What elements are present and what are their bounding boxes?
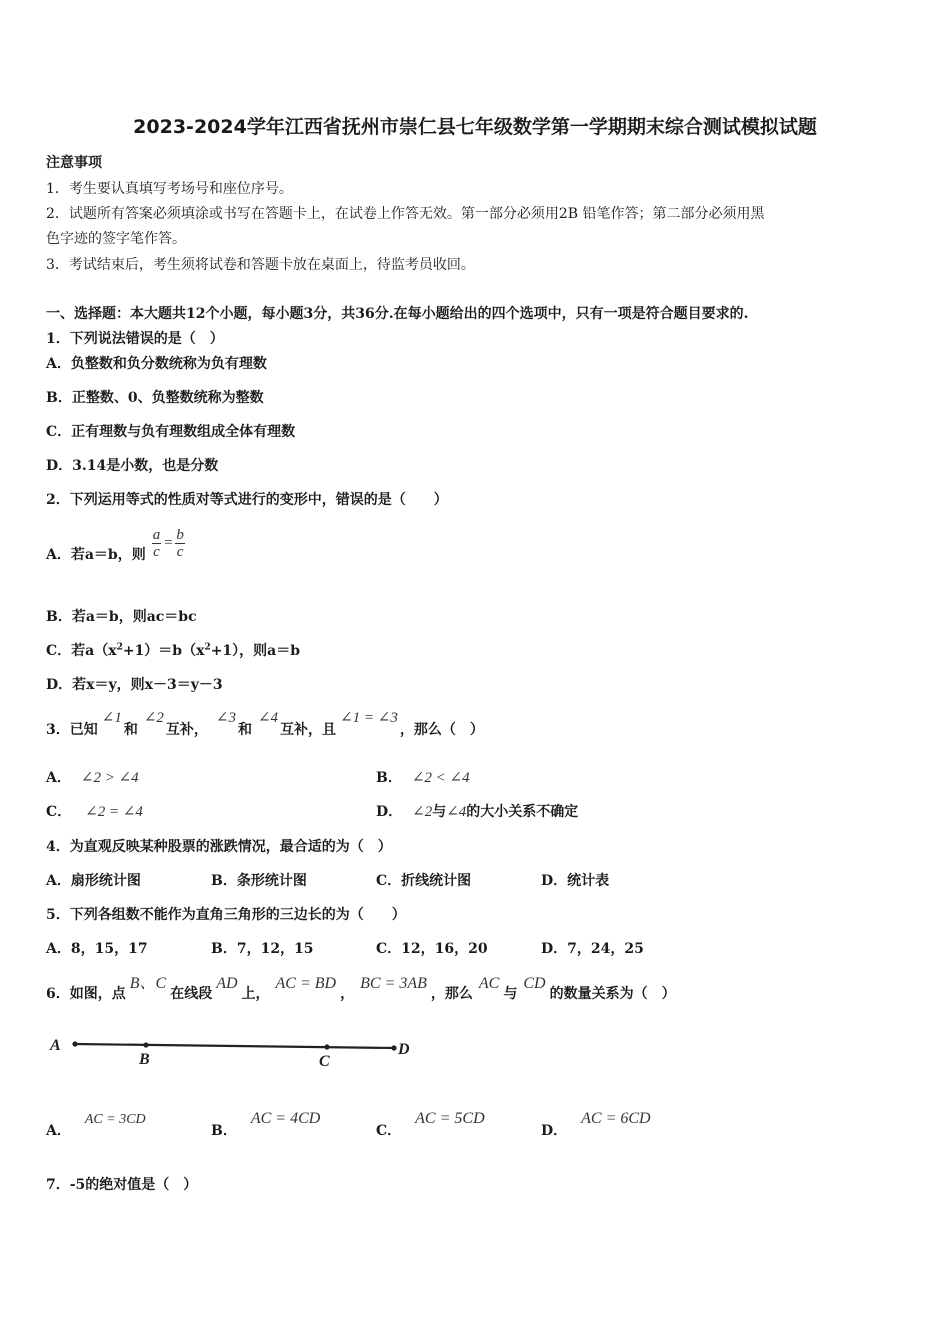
point-c-label: C xyxy=(319,1053,330,1070)
notice-item: 2．试题所有答案必须填涂或书写在答题卡上，在试卷上作答无效。第一部分必须用2B 铅笔作答；第二部分必须用黑 xyxy=(46,206,765,222)
notice-heading: 注意事项 xyxy=(46,155,102,171)
q6-text: 的数量关系为（ ） xyxy=(549,986,676,1002)
point-d-dot xyxy=(391,1045,396,1050)
q4-option-b: B．条形统计图 xyxy=(211,873,307,889)
angle-equation-math: ∠1 = ∠3 xyxy=(340,710,398,726)
q1-option-d: D．3.14是小数，也是分数 xyxy=(46,458,219,474)
fraction-b-over-c xyxy=(175,527,185,560)
q3-text: 3．已知 xyxy=(46,722,98,738)
question-1-stem: 1．下列说法错误的是（ ） xyxy=(46,331,224,347)
option-text: 的大小关系不确定 xyxy=(466,804,579,820)
q3-text: ，那么（ ） xyxy=(399,722,484,738)
point-b-dot xyxy=(143,1042,148,1047)
question-3-stem xyxy=(46,708,484,741)
segment-line xyxy=(75,1044,394,1048)
angle-2-math: ∠2 xyxy=(143,710,164,726)
q6-option-a xyxy=(46,1112,146,1140)
cd-math: CD xyxy=(523,975,546,992)
q6-option-b xyxy=(211,1110,320,1140)
q3-text: 和 xyxy=(123,722,138,738)
q2-option-d: D．若x＝y，则x－3＝y－3 xyxy=(46,677,223,693)
option-label: B． xyxy=(211,1123,237,1139)
q3-option-a xyxy=(46,767,139,787)
point-d-label: D xyxy=(398,1041,410,1058)
q6-text: ， xyxy=(340,986,355,1002)
q4-option-d: D．统计表 xyxy=(541,873,610,889)
q5-option-b: B．7，12，15 xyxy=(211,941,314,957)
option-label: D． xyxy=(376,804,403,820)
option-math: ∠2 xyxy=(412,804,433,820)
notice-item: 1．考生要认真填写考场号和座位序号。 xyxy=(46,181,293,197)
q2-option-c xyxy=(46,640,300,660)
option-label: A． xyxy=(46,1123,71,1139)
option-math: AC = 4CD xyxy=(250,1110,321,1127)
q2-c-part: C．若a（x xyxy=(46,643,117,659)
q3-text: 和 xyxy=(237,722,252,738)
q6-text: 上， xyxy=(241,986,270,1002)
q6-text: 在线段 xyxy=(170,986,213,1002)
q3-text: 互补， xyxy=(165,722,208,738)
option-math: ∠4 xyxy=(446,804,467,820)
question-6-stem xyxy=(46,970,676,1005)
question-5-stem: 5．下列各组数不能作为直角三角形的三边长的为（ ） xyxy=(46,907,406,923)
fraction-a-over-c xyxy=(152,527,162,560)
point-a-label: A xyxy=(50,1037,61,1054)
option-math: ∠2 = ∠4 xyxy=(85,804,143,820)
option-label: D． xyxy=(541,1123,568,1139)
q4-option-a: A．扇形统计图 xyxy=(46,873,141,889)
page-title: 2023-2024学年江西省抚州市崇仁县七年级数学第一学期期末综合测试模拟试题 xyxy=(133,116,817,138)
notice-item: 色字迹的签字笔作答。 xyxy=(46,231,186,247)
notice-item: 3．考试结束后，考生须将试卷和答题卡放在桌面上，待监考员收回。 xyxy=(46,257,475,273)
q3-option-d xyxy=(376,801,578,821)
segment-figure xyxy=(44,1030,424,1074)
superscript: 2 xyxy=(116,642,123,653)
q5-option-d: D．7，24，25 xyxy=(541,941,644,957)
points-b-c-math: B、C xyxy=(129,975,167,992)
q3-option-b xyxy=(376,767,470,787)
q5-option-a: A．8，15，17 xyxy=(46,941,148,957)
option-math: ∠2 > ∠4 xyxy=(80,770,139,786)
section-heading: 一、选择题：本大题共12个小题，每小题3分，共36分.在每小题给出的四个选项中，只有一项是符合题目要求的. xyxy=(46,306,749,322)
q2-option-a-text: A．若a＝b，则 xyxy=(46,547,146,563)
bc-eq-3ab-math: BC = 3AB xyxy=(360,975,427,992)
q6-text: 6．如图，点 xyxy=(46,986,126,1002)
q6-text: 与 xyxy=(503,986,518,1002)
q2-option-b: B．若a＝b，则ac＝bc xyxy=(46,609,197,625)
q6-option-d xyxy=(541,1110,651,1140)
option-math: AC = 6CD xyxy=(581,1110,651,1127)
angle-1-math: ∠1 xyxy=(101,710,122,726)
q5-option-c: C．12，16，20 xyxy=(376,941,488,957)
q6-option-c xyxy=(376,1110,485,1140)
q3-option-c xyxy=(46,801,143,821)
ac-math: AC xyxy=(478,975,500,992)
question-2-stem: 2．下列运用等式的性质对等式进行的变形中，错误的是（ ） xyxy=(46,492,448,508)
q2-c-part: +1），则a＝b xyxy=(210,643,301,659)
segment-ad-math: AD xyxy=(216,975,238,992)
angle-3-math: ∠3 xyxy=(215,710,236,726)
q1-option-c: C．正有理数与负有理数组成全体有理数 xyxy=(46,424,296,440)
question-4-stem: 4．为直观反映某种股票的涨跌情况，最合适的为（ ） xyxy=(46,839,392,855)
q2-option-a xyxy=(46,522,185,564)
fraction-denominator: c xyxy=(153,543,160,560)
fraction-numerator: a xyxy=(152,526,161,543)
angle-4-math: ∠4 xyxy=(257,710,279,726)
ac-eq-bd-math: AC = BD xyxy=(275,975,337,992)
q1-option-b: B．正整数、0、负整数统称为整数 xyxy=(46,390,264,406)
q1-option-a: A．负整数和负分数统称为负有理数 xyxy=(46,356,267,372)
q3-text: 互补，且 xyxy=(280,722,337,738)
option-math: AC = 5CD xyxy=(415,1110,485,1127)
superscript: 2 xyxy=(204,642,211,653)
fraction-denominator: c xyxy=(176,543,184,560)
equals-sign: = xyxy=(163,534,174,551)
option-text: 与 xyxy=(432,804,447,820)
option-label: C． xyxy=(46,804,72,820)
option-label: B． xyxy=(376,770,402,786)
q6-text: ，那么 xyxy=(430,986,473,1002)
point-a-dot xyxy=(72,1041,77,1046)
point-c-dot xyxy=(324,1044,329,1049)
q2-c-part: +1）＝b（x xyxy=(122,643,205,659)
q4-option-c: C．折线统计图 xyxy=(376,873,472,889)
fraction-numerator: b xyxy=(176,526,184,543)
point-b-label: B xyxy=(139,1051,150,1068)
option-math: ∠2 < ∠4 xyxy=(411,770,470,786)
question-7-stem: 7．-5的绝对值是（ ） xyxy=(46,1177,198,1193)
option-label: A． xyxy=(46,770,71,786)
option-label: C． xyxy=(376,1123,402,1139)
option-math: AC = 3CD xyxy=(84,1112,146,1127)
